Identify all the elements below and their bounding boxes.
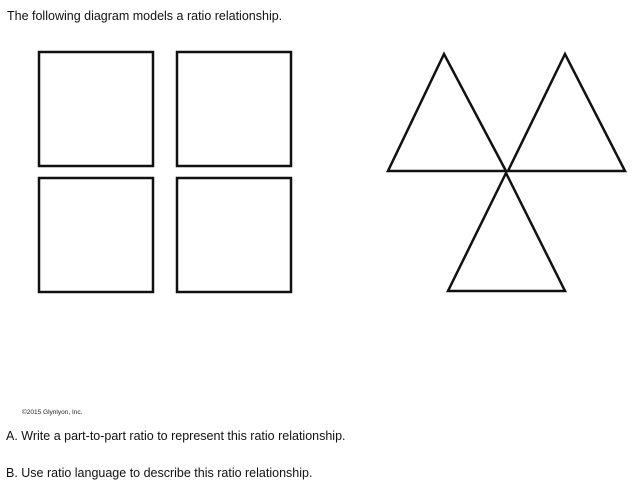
triangles-group xyxy=(388,54,625,291)
question-prompt: The following diagram models a ratio relationship. xyxy=(7,9,283,23)
question-a: A. Write a part-to-part ratio to represent this ratio relationship. xyxy=(6,429,346,443)
triangle-shape xyxy=(388,54,506,171)
square-shape xyxy=(39,178,153,292)
question-b: B. Use ratio language to describe this ratio relationship. xyxy=(6,466,313,480)
triangle-shape xyxy=(508,54,625,171)
triangle-shape xyxy=(448,173,565,291)
copyright-notice: ©2015 Glynlyon, Inc. xyxy=(22,409,83,416)
square-shape xyxy=(39,52,153,166)
square-shape xyxy=(177,178,291,292)
square-shape xyxy=(177,52,291,166)
squares-group xyxy=(39,52,291,292)
